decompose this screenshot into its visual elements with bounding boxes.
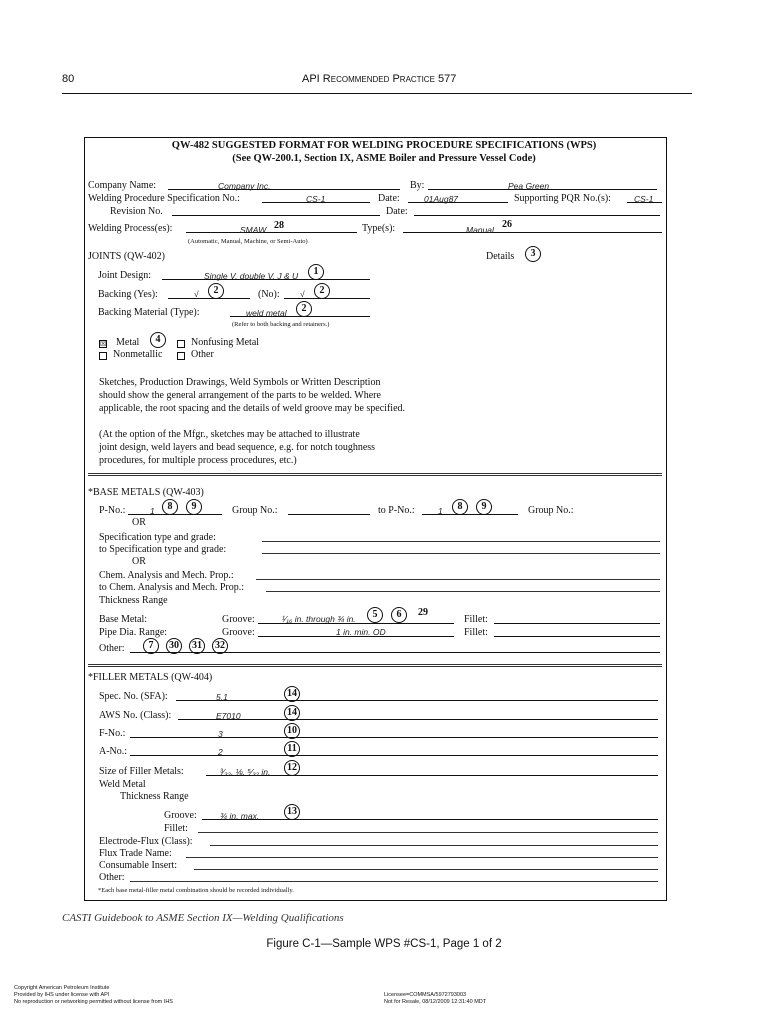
sketch-text-1: Sketches, Production Drawings, Weld Symbols or Written Description	[99, 377, 381, 388]
details-label: Details	[486, 251, 515, 262]
pno-line	[128, 514, 222, 515]
callout-32: 32	[212, 638, 228, 654]
groove-value: ¹⁄₁₆ in. through ¾ in.	[282, 614, 356, 624]
callout-14-aws: 14	[284, 705, 300, 721]
topno-line	[422, 514, 518, 515]
aws-label: AWS No. (Class):	[99, 710, 172, 721]
group-label: Group No.:	[232, 505, 278, 516]
topno-label: to P-No.:	[378, 505, 415, 516]
insert-line	[194, 869, 658, 870]
base-divider	[88, 664, 662, 665]
company-value: Company Inc.	[218, 181, 271, 191]
date2-label: Date:	[386, 206, 408, 217]
pipe-groove-value: 1 in. min. OD	[336, 627, 386, 637]
sfa-value: 5.1	[216, 692, 228, 702]
size-line	[206, 775, 658, 776]
other3-label: Other:	[99, 872, 125, 883]
sketch-text-3: applicable, the root spacing and the details of weld groove may be specified.	[99, 403, 406, 414]
footer-right-1: Licensee=COMMSA/5972793003	[384, 992, 467, 998]
sketch-text-6: procedures, for multiple process procedures, etc.)	[99, 455, 297, 466]
wm-fillet-line	[198, 832, 658, 833]
process-value: SMAW	[240, 225, 267, 235]
process-line	[186, 232, 357, 233]
backing-yes-value: √	[194, 289, 199, 299]
callout-28: 28	[274, 220, 284, 231]
footer-left	[14, 985, 173, 1006]
nonfusing-checkbox[interactable]	[177, 340, 185, 348]
wm-groove-value: ¾ in. max.	[220, 811, 260, 821]
nonmetallic-label: Nonmetallic	[113, 349, 163, 360]
date-label: Date:	[378, 193, 400, 204]
types-label: Type(s):	[362, 223, 396, 234]
group2-label: Group No.:	[528, 505, 574, 516]
callout-9-pno: 9	[186, 499, 202, 515]
tospec-label: to Specification type and grade:	[99, 544, 227, 555]
backing-material-value: weld metal	[246, 308, 287, 318]
wps-value: CS-1	[306, 194, 326, 204]
electrode-label: Electrode-Flux (Class):	[99, 836, 193, 847]
callout-4: 4	[150, 332, 166, 348]
sketch-text-5: joint design, weld layers and bead sequence, e.g. for notch toughness	[99, 442, 376, 453]
insert-label: Consumable Insert:	[99, 860, 178, 871]
fillet-line	[494, 623, 660, 624]
callout-8-pno: 8	[162, 499, 178, 515]
groove-label: Groove:	[222, 614, 255, 625]
form-title-1: QW-482 SUGGESTED FORMAT FOR WELDING PROCEDURE SPECIFICATIONS (WPS)	[171, 140, 597, 151]
tochem-line	[266, 591, 660, 592]
footer-left-2: Provided by IHS under license with API	[14, 992, 110, 998]
joints-divider	[88, 473, 662, 474]
backing-no-value: √	[300, 289, 305, 299]
page-number: 80	[62, 73, 75, 85]
flux-line	[186, 857, 658, 858]
by-label: By:	[410, 180, 425, 191]
backing-material-label: Backing Material (Type):	[98, 307, 200, 318]
callout-5: 5	[367, 607, 383, 623]
callout-9-topno: 9	[476, 499, 492, 515]
callout-13: 13	[284, 804, 300, 820]
callout-2-no: 2	[314, 283, 330, 299]
nonmetallic-checkbox[interactable]	[99, 352, 107, 360]
footer-right	[384, 992, 486, 1006]
pipe-label: Pipe Dia. Range:	[99, 627, 168, 638]
wps-label: Welding Procedure Specification No.:	[88, 193, 240, 204]
or-1: OR	[132, 517, 146, 528]
other2-line	[130, 652, 660, 653]
joints-divider-2	[88, 475, 662, 476]
wps-form-frame	[84, 137, 667, 901]
footer-left-1: Copyright American Petroleum Institute	[14, 985, 110, 991]
ano-value: 2	[218, 747, 223, 757]
by-value: Pea Green	[508, 181, 550, 191]
fno-label: F-No.:	[99, 728, 126, 739]
sketch-text-2: should show the general arrangement of the parts to be welded. Where	[99, 390, 381, 401]
electrode-line	[210, 845, 658, 846]
topno-value: 1	[438, 506, 443, 516]
spec-line	[262, 541, 660, 542]
date-value: 01Aug87	[424, 194, 459, 204]
fno-value: 3	[218, 729, 223, 739]
size-label: Size of Filler Metals:	[99, 766, 184, 777]
callout-30: 30	[166, 638, 182, 654]
chem-label: Chem. Analysis and Mech. Prop.:	[99, 570, 234, 581]
base-metals-heading: *BASE METALS (QW-403)	[88, 487, 204, 498]
pno-value: 1	[150, 506, 155, 516]
spec-label: Specification type and grade:	[99, 532, 216, 543]
form-title-2: (See QW-200.1, Section IX, ASME Boiler and Pressure Vessel Code)	[232, 153, 536, 164]
checkbox-x-icon: ☒	[100, 340, 107, 348]
figure-caption: Figure C-1—Sample WPS #CS-1, Page 1 of 2	[266, 938, 502, 950]
joints-heading: JOINTS (QW-402)	[88, 251, 165, 262]
callout-31: 31	[189, 638, 205, 654]
wm-thickness-label: Thickness Range	[120, 791, 189, 802]
pqr-label: Supporting PQR No.(s):	[514, 193, 611, 204]
weld-metal-label: Weld Metal	[99, 779, 146, 790]
revision-label: Revision No.	[110, 206, 163, 217]
groove2-label: Groove:	[222, 627, 255, 638]
other-label: Other	[191, 349, 214, 360]
date2-line	[414, 215, 660, 216]
revision-line	[172, 215, 380, 216]
backing-note: (Refer to both backing and retainers.)	[232, 321, 330, 328]
callout-6: 6	[391, 607, 407, 623]
callout-10: 10	[284, 723, 300, 739]
other3-line	[130, 881, 658, 882]
base-metal-label: Base Metal:	[99, 614, 148, 625]
tochem-label: to Chem. Analysis and Mech. Prop.:	[99, 582, 244, 593]
pno-label: P-No.:	[99, 505, 126, 516]
footer-right-2: Not for Resale, 08/12/2009 12:31:40 MDT	[384, 999, 487, 1005]
chem-line	[256, 579, 660, 580]
sketch-text-4: (At the option of the Mfgr., sketches may be attached to illustrate	[99, 429, 360, 440]
wm-fillet-label: Fillet:	[164, 823, 188, 834]
fillet-label: Fillet:	[464, 614, 488, 625]
types-line	[403, 232, 662, 233]
callout-2-material: 2	[296, 301, 312, 317]
footer-left-3: No reproduction or networking permitted without license from IHS	[14, 999, 173, 1005]
backing-yes-label: Backing (Yes):	[98, 289, 158, 300]
callout-2-yes: 2	[208, 283, 224, 299]
filler-metals-heading: *FILLER METALS (QW-404)	[88, 672, 213, 683]
fillet2-line	[494, 636, 660, 637]
backing-yes-line	[168, 298, 250, 299]
wm-groove-label: Groove:	[164, 810, 197, 821]
sfa-label: Spec. No. (SFA):	[99, 691, 168, 702]
backing-no-label: (No):	[258, 289, 280, 300]
callout-11: 11	[284, 741, 300, 757]
process-note: (Automatic, Manual, Machine, or Semi-Auto)	[188, 238, 308, 245]
metal-label: Metal	[116, 337, 140, 348]
callout-12: 12	[284, 760, 300, 776]
flux-label: Flux Trade Name:	[99, 848, 172, 859]
base-divider-2	[88, 666, 662, 667]
fillet2-label: Fillet:	[464, 627, 488, 638]
thickness-label: Thickness Range	[99, 595, 168, 606]
aws-line	[178, 719, 658, 720]
joint-design-label: Joint Design:	[98, 270, 152, 281]
fno-line	[130, 737, 658, 738]
wm-groove-line	[202, 819, 658, 820]
size-value: ³⁄₃₂, ⅛, ⁵⁄₃₂ in.	[220, 767, 271, 777]
callout-29: 29	[418, 607, 428, 618]
ano-label: A-No.:	[99, 746, 128, 757]
other-checkbox[interactable]	[177, 352, 185, 360]
casti-caption: CASTI Guidebook to ASME Section IX—Welding Qualifications	[62, 912, 344, 924]
header-rule	[62, 93, 692, 94]
backing-no-line	[284, 298, 370, 299]
callout-8-topno: 8	[452, 499, 468, 515]
types-value: Manual	[466, 225, 494, 235]
process-label: Welding Process(es):	[88, 223, 173, 234]
callout-1: 1	[308, 264, 324, 280]
joint-design-value: Single V, double V, J & U	[204, 271, 299, 281]
callout-3: 3	[525, 246, 541, 262]
or-2: OR	[132, 556, 146, 567]
callout-7: 7	[143, 638, 159, 654]
running-title: API Recommended Practice 577	[302, 73, 457, 85]
callout-26: 26	[502, 219, 512, 230]
tospec-line	[262, 553, 660, 554]
callout-14-sfa: 14	[284, 686, 300, 702]
other2-label: Other:	[99, 643, 125, 654]
nonfusing-label: Nonfusing Metal	[191, 337, 260, 348]
pqr-value: CS-1	[634, 194, 654, 204]
footnote: *Each base metal-filler metal combination should be recorded individually.	[98, 887, 294, 894]
metal-checkbox[interactable]	[99, 340, 107, 348]
ano-line	[130, 755, 658, 756]
company-line	[168, 189, 400, 190]
aws-value: E7010	[216, 711, 241, 721]
group-line	[288, 514, 370, 515]
company-label: Company Name:	[88, 180, 157, 191]
sfa-line	[176, 700, 658, 701]
